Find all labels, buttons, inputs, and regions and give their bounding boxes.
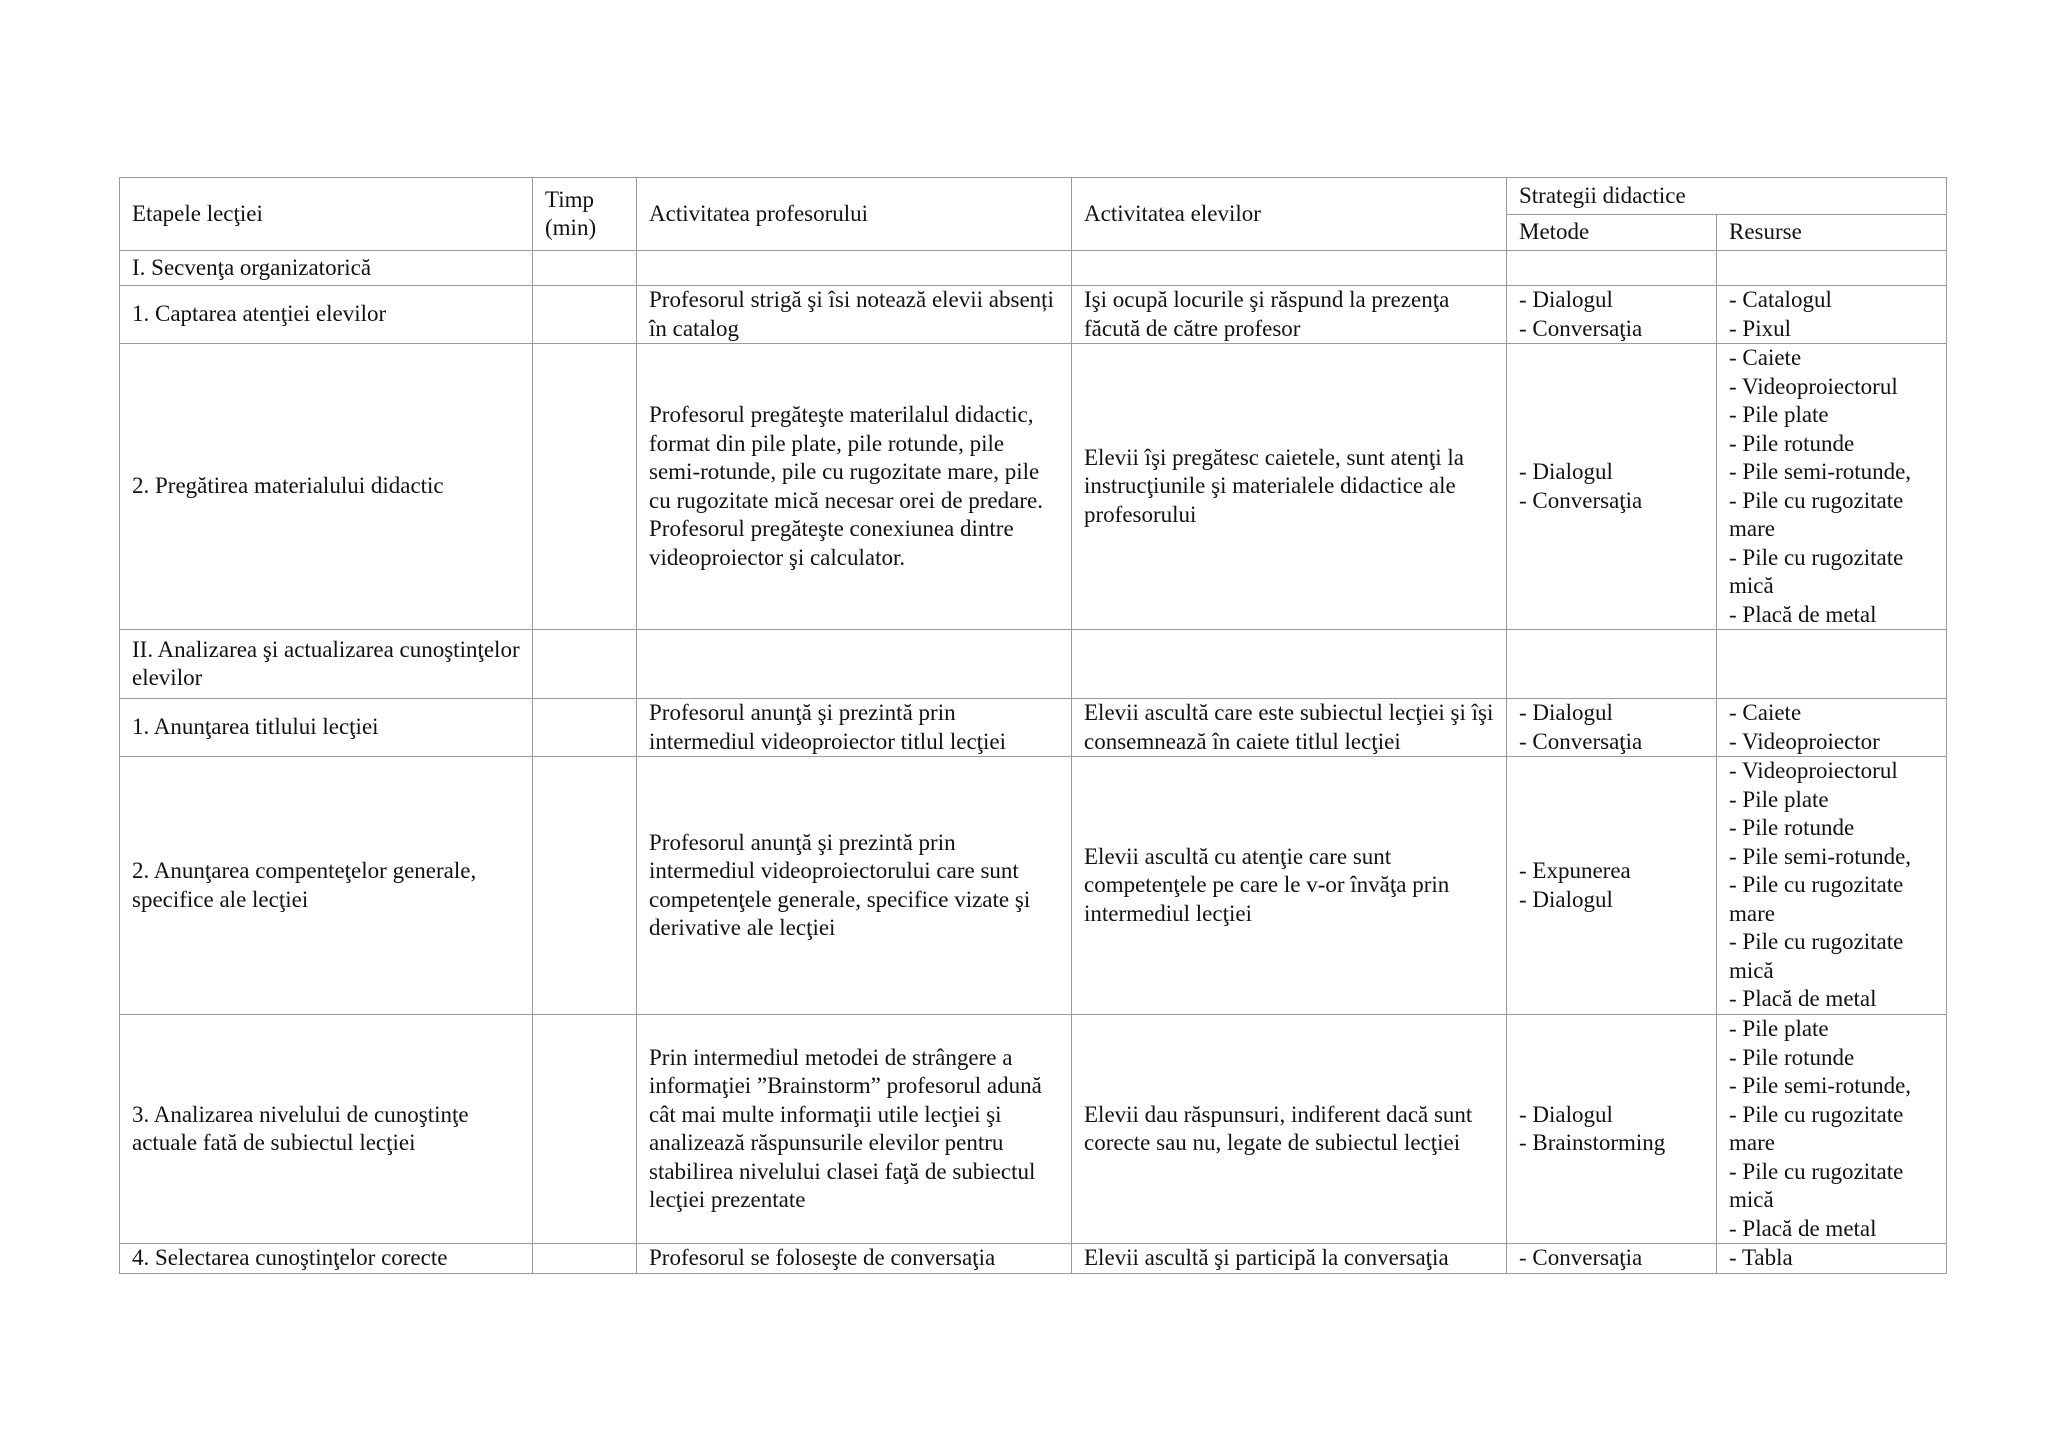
resources-cell: - Caiete - Videoproiectorul - Pile plate - Pile rotunde - Pile semi-rotunde, - Pile cu rugozitate mare - Pile cu rugozitate mică - Placă de metal xyxy=(1717,344,1947,630)
table-row xyxy=(120,1015,1947,1244)
student-activity-cell xyxy=(1072,251,1507,286)
header-stage: Etapele lecţiei xyxy=(120,178,533,251)
resources-cell: - Tabla xyxy=(1717,1244,1947,1274)
methods-cell xyxy=(1507,251,1717,286)
teacher-activity-cell: Prin intermediul metodei de strângere a informaţiei ”Brainstorm” profesorul adună cât mai multe informaţii utile lecţiei şi analizează răspunsurile elevilor pentru stabilirea nivelului clasei faţă de subiectul lecţiei prezentate xyxy=(637,1015,1072,1244)
student-activity-cell: Elevii ascultă care este subiectul lecţiei şi îşi consemnează în caiete titlul lecţiei xyxy=(1072,699,1507,757)
resources-cell xyxy=(1717,251,1947,286)
time-cell xyxy=(533,286,637,344)
teacher-activity-cell: Profesorul anunţă şi prezintă prin intermediul videoproiectorului care sunt competenţele generale, specifice vizate şi derivative ale lecţiei xyxy=(637,757,1072,1015)
stage-cell: 4. Selectarea cunoştinţelor corecte xyxy=(120,1244,533,1274)
methods-cell xyxy=(1507,630,1717,699)
time-cell xyxy=(533,699,637,757)
student-activity-cell: Elevii îşi pregătesc caietele, sunt atenţi la instrucţiunile şi materialele didactice ale profesorului xyxy=(1072,344,1507,630)
stage-cell: I. Secvenţa organizatorică xyxy=(120,251,533,286)
student-activity-cell: Elevii ascultă şi participă la conversaţia xyxy=(1072,1244,1507,1274)
time-cell xyxy=(533,757,637,1015)
teacher-activity-cell xyxy=(637,251,1072,286)
header-time: Timp (min) xyxy=(533,178,637,251)
lesson-plan-table xyxy=(119,177,1947,1274)
table-row xyxy=(120,757,1947,1015)
teacher-activity-cell: Profesorul se foloseşte de conversaţia xyxy=(637,1244,1072,1274)
table-row xyxy=(120,699,1947,757)
methods-cell: - Dialogul - Conversaţia xyxy=(1507,344,1717,630)
table-row xyxy=(120,630,1947,699)
stage-cell: 1. Anunţarea titlului lecţiei xyxy=(120,699,533,757)
time-cell xyxy=(533,630,637,699)
header-methods: Metode xyxy=(1507,215,1717,251)
stage-cell: 2. Anunţarea compenteţelor generale, specifice ale lecţiei xyxy=(120,757,533,1015)
methods-cell: - Conversaţia xyxy=(1507,1244,1717,1274)
resources-cell: - Catalogul - Pixul xyxy=(1717,286,1947,344)
student-activity-cell xyxy=(1072,630,1507,699)
table-row xyxy=(120,1244,1947,1274)
time-cell xyxy=(533,251,637,286)
time-cell xyxy=(533,1015,637,1244)
stage-cell: II. Analizarea şi actualizarea cunoştinţelor elevilor xyxy=(120,630,533,699)
teacher-activity-cell xyxy=(637,630,1072,699)
stage-cell: 2. Pregătirea materialului didactic xyxy=(120,344,533,630)
teacher-activity-cell: Profesorul anunţă şi prezintă prin intermediul videoproiector titlul lecţiei xyxy=(637,699,1072,757)
methods-cell: - Dialogul - Conversaţia xyxy=(1507,699,1717,757)
student-activity-cell: Elevii dau răspunsuri, indiferent dacă sunt corecte sau nu, legate de subiectul lecţiei xyxy=(1072,1015,1507,1244)
header-teacher-activity: Activitatea profesorului xyxy=(637,178,1072,251)
table-row xyxy=(120,251,1947,286)
student-activity-cell: Işi ocupă locurile şi răspund la prezenţa făcută de către profesor xyxy=(1072,286,1507,344)
methods-cell: - Expunerea - Dialogul xyxy=(1507,757,1717,1015)
table-row xyxy=(120,286,1947,344)
resources-cell xyxy=(1717,630,1947,699)
methods-cell: - Dialogul - Brainstorming xyxy=(1507,1015,1717,1244)
time-cell xyxy=(533,1244,637,1274)
stage-cell: 1. Captarea atenţiei elevilor xyxy=(120,286,533,344)
resources-cell: - Pile plate - Pile rotunde - Pile semi-rotunde, - Pile cu rugozitate mare - Pile cu rugozitate mică - Placă de metal xyxy=(1717,1015,1947,1244)
teacher-activity-cell: Profesorul strigă şi îsi notează elevii absenți în catalog xyxy=(637,286,1072,344)
header-resources: Resurse xyxy=(1717,215,1947,251)
header-strategies: Strategii didactice xyxy=(1507,178,1947,215)
teacher-activity-cell: Profesorul pregăteşte materilalul didactic, format din pile plate, pile rotunde, pile semi-rotunde, pile cu rugozitate mare, pile cu rugozitate mică necesar orei de predare. Profesorul pregăteşte conexiunea dintre videoproiector şi calculator. xyxy=(637,344,1072,630)
stage-cell: 3. Analizarea nivelului de cunoştinţe actuale fată de subiectul lecţiei xyxy=(120,1015,533,1244)
header-student-activity: Activitatea elevilor xyxy=(1072,178,1507,251)
time-cell xyxy=(533,344,637,630)
methods-cell: - Dialogul - Conversaţia xyxy=(1507,286,1717,344)
student-activity-cell: Elevii ascultă cu atenţie care sunt competenţele pe care le v-or învăţa prin intermediul lecţiei xyxy=(1072,757,1507,1015)
resources-cell: - Videoproiectorul - Pile plate - Pile rotunde - Pile semi-rotunde, - Pile cu rugozitate mare - Pile cu rugozitate mică - Placă de metal xyxy=(1717,757,1947,1015)
resources-cell: - Caiete - Videoproiector xyxy=(1717,699,1947,757)
table-row xyxy=(120,344,1947,630)
